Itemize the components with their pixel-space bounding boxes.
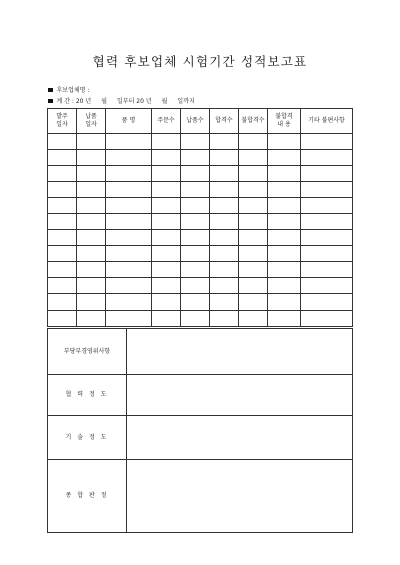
period-month: 월 <box>101 98 107 105</box>
column-header <box>152 109 181 134</box>
table-row <box>48 278 353 294</box>
table-cell[interactable] <box>181 230 210 246</box>
table-cell[interactable] <box>268 310 301 326</box>
table-cell[interactable] <box>268 134 301 150</box>
table-cell[interactable] <box>152 134 181 150</box>
table-cell[interactable] <box>268 230 301 246</box>
evaluation-value-cell[interactable] <box>127 416 353 460</box>
table-cell[interactable] <box>181 198 210 214</box>
table-cell[interactable] <box>181 262 210 278</box>
table-cell[interactable] <box>48 198 77 214</box>
table-cell[interactable] <box>268 214 301 230</box>
table-cell[interactable] <box>301 230 353 246</box>
table-cell[interactable] <box>152 278 181 294</box>
table-cell[interactable] <box>77 166 106 182</box>
table-cell[interactable] <box>181 166 210 182</box>
table-cell[interactable] <box>210 134 239 150</box>
table-cell[interactable] <box>239 230 268 246</box>
evaluation-row <box>48 416 353 460</box>
column-header <box>48 109 77 134</box>
table-cell[interactable] <box>77 294 106 310</box>
table-cell[interactable] <box>268 166 301 182</box>
table-cell[interactable] <box>301 214 353 230</box>
table-cell[interactable] <box>152 182 181 198</box>
table-cell[interactable] <box>152 198 181 214</box>
table-cell[interactable] <box>301 166 353 182</box>
table-cell[interactable] <box>181 246 210 262</box>
column-header-line: 품 명 <box>121 117 136 124</box>
table-cell[interactable] <box>152 150 181 166</box>
column-header-line: 납품수 <box>186 117 204 124</box>
table-row <box>48 294 353 310</box>
table-cell[interactable] <box>77 198 106 214</box>
table-cell[interactable] <box>48 182 77 198</box>
table-row <box>48 182 353 198</box>
table-row <box>48 150 353 166</box>
company-name-label: 후보업체명 : <box>56 87 90 94</box>
period-label: 계 간 : 20 년 <box>56 98 92 105</box>
table-cell[interactable] <box>106 150 152 166</box>
evaluation-row <box>48 329 353 375</box>
table-row <box>48 310 353 326</box>
column-header <box>210 109 239 134</box>
column-header <box>106 109 152 134</box>
table-row <box>48 230 353 246</box>
table-cell[interactable] <box>152 310 181 326</box>
column-header-line: 불합격수 <box>241 117 265 124</box>
table-cell[interactable] <box>77 246 106 262</box>
table-cell[interactable] <box>239 246 268 262</box>
table-row <box>48 214 353 230</box>
column-header-line: 일자 <box>85 121 97 128</box>
table-cell[interactable] <box>239 182 268 198</box>
table-cell[interactable] <box>181 150 210 166</box>
table-cell[interactable] <box>268 278 301 294</box>
table-row <box>48 166 353 182</box>
table-cell[interactable] <box>152 294 181 310</box>
table-cell[interactable] <box>77 278 106 294</box>
evaluation-label: 부당부경영위사항 <box>48 329 127 375</box>
table-cell[interactable] <box>210 214 239 230</box>
table-cell[interactable] <box>48 166 77 182</box>
table-cell[interactable] <box>210 150 239 166</box>
table-cell[interactable] <box>301 294 353 310</box>
table-row <box>48 134 353 150</box>
evaluation-label: 협 력 정 도 <box>48 375 127 416</box>
table-cell[interactable] <box>77 214 106 230</box>
table-cell[interactable] <box>181 182 210 198</box>
company-name-line <box>48 85 89 94</box>
table-cell[interactable] <box>301 134 353 150</box>
table-cell[interactable] <box>48 134 77 150</box>
column-header-line: 납품 <box>85 113 97 120</box>
table-cell[interactable] <box>210 278 239 294</box>
table-cell[interactable] <box>268 150 301 166</box>
table-cell[interactable] <box>106 262 152 278</box>
table-cell[interactable] <box>210 182 239 198</box>
column-header-line: 주문수 <box>157 117 175 124</box>
period-to: 일까지 <box>177 98 195 105</box>
table-cell[interactable] <box>48 262 77 278</box>
table-cell[interactable] <box>48 230 77 246</box>
table-cell[interactable] <box>48 246 77 262</box>
table-cell[interactable] <box>210 294 239 310</box>
table-cell[interactable] <box>239 150 268 166</box>
column-header-line: 불합격 <box>275 113 293 120</box>
table-cell[interactable] <box>239 278 268 294</box>
table-row <box>48 262 353 278</box>
table-cell[interactable] <box>301 182 353 198</box>
column-header-line: 합격수 <box>215 117 233 124</box>
table-cell[interactable] <box>181 278 210 294</box>
table-cell[interactable] <box>239 262 268 278</box>
table-cell[interactable] <box>210 166 239 182</box>
column-header-line: 일자 <box>56 121 68 128</box>
table-cell[interactable] <box>301 246 353 262</box>
table-cell[interactable] <box>301 310 353 326</box>
table-row <box>48 198 353 214</box>
table-cell[interactable] <box>77 262 106 278</box>
column-header <box>239 109 268 134</box>
table-cell[interactable] <box>152 166 181 182</box>
table-cell[interactable] <box>152 262 181 278</box>
evaluation-value-cell[interactable] <box>127 460 353 533</box>
column-header <box>181 109 210 134</box>
table-cell[interactable] <box>106 230 152 246</box>
table-cell[interactable] <box>268 182 301 198</box>
table-cell[interactable] <box>301 150 353 166</box>
table-cell[interactable] <box>239 166 268 182</box>
table-cell[interactable] <box>239 294 268 310</box>
evaluation-label: 기 술 정 도 <box>48 416 127 460</box>
evaluation-row <box>48 375 353 416</box>
table-cell[interactable] <box>181 310 210 326</box>
table-cell[interactable] <box>210 230 239 246</box>
table-cell[interactable] <box>268 294 301 310</box>
table-cell[interactable] <box>210 246 239 262</box>
column-header-line: 내 용 <box>277 121 291 128</box>
table-cell[interactable] <box>301 262 353 278</box>
table-cell[interactable] <box>48 294 77 310</box>
table-cell[interactable] <box>268 198 301 214</box>
table-cell[interactable] <box>106 198 152 214</box>
table-cell[interactable] <box>239 134 268 150</box>
period-month-2: 월 <box>161 98 168 105</box>
table-cell[interactable] <box>210 310 239 326</box>
table-cell[interactable] <box>106 294 152 310</box>
table-cell[interactable] <box>152 246 181 262</box>
table-cell[interactable] <box>210 198 239 214</box>
table-cell[interactable] <box>77 310 106 326</box>
evaluation-value-cell[interactable] <box>127 329 353 375</box>
table-cell[interactable] <box>301 278 353 294</box>
table-cell[interactable] <box>77 182 106 198</box>
header-row <box>48 109 353 134</box>
table-cell[interactable] <box>181 214 210 230</box>
table-cell[interactable] <box>48 150 77 166</box>
table-cell[interactable] <box>239 214 268 230</box>
table-cell[interactable] <box>106 310 152 326</box>
column-header <box>268 109 301 134</box>
evaluation-table <box>47 328 353 533</box>
page-title: 협력 후보업체 시험기간 성적보고표 <box>92 54 308 69</box>
table-cell[interactable] <box>152 214 181 230</box>
table-cell[interactable] <box>239 198 268 214</box>
table-cell[interactable] <box>210 262 239 278</box>
table-cell[interactable] <box>77 134 106 150</box>
table-cell[interactable] <box>181 294 210 310</box>
table-cell[interactable] <box>106 214 152 230</box>
table-cell[interactable] <box>181 134 210 150</box>
table-cell[interactable] <box>106 182 152 198</box>
evaluation-label: 종 합 판 정 <box>48 460 127 533</box>
table-cell[interactable] <box>301 198 353 214</box>
table-cell[interactable] <box>152 230 181 246</box>
table-cell[interactable] <box>239 310 268 326</box>
table-cell[interactable] <box>77 230 106 246</box>
column-header <box>301 109 353 134</box>
column-header-line: 발주 <box>56 113 68 120</box>
evaluation-value-cell[interactable] <box>127 375 353 416</box>
period-line <box>48 96 195 105</box>
table-cell[interactable] <box>106 134 152 150</box>
table-cell[interactable] <box>77 150 106 166</box>
report-table <box>47 108 353 327</box>
column-header <box>77 109 106 134</box>
table-row <box>48 246 353 262</box>
bullet-square-icon <box>48 88 53 93</box>
column-header-line: 기타 불편사항 <box>308 117 345 124</box>
table-cell[interactable] <box>48 310 77 326</box>
table-cell[interactable] <box>106 166 152 182</box>
period-from: 일부터 20 년 <box>116 98 152 105</box>
bullet-square-icon <box>48 99 53 104</box>
table-cell[interactable] <box>48 214 77 230</box>
evaluation-row <box>48 460 353 533</box>
table-cell[interactable] <box>268 262 301 278</box>
table-cell[interactable] <box>268 246 301 262</box>
table-cell[interactable] <box>106 278 152 294</box>
table-cell[interactable] <box>48 278 77 294</box>
table-cell[interactable] <box>106 246 152 262</box>
